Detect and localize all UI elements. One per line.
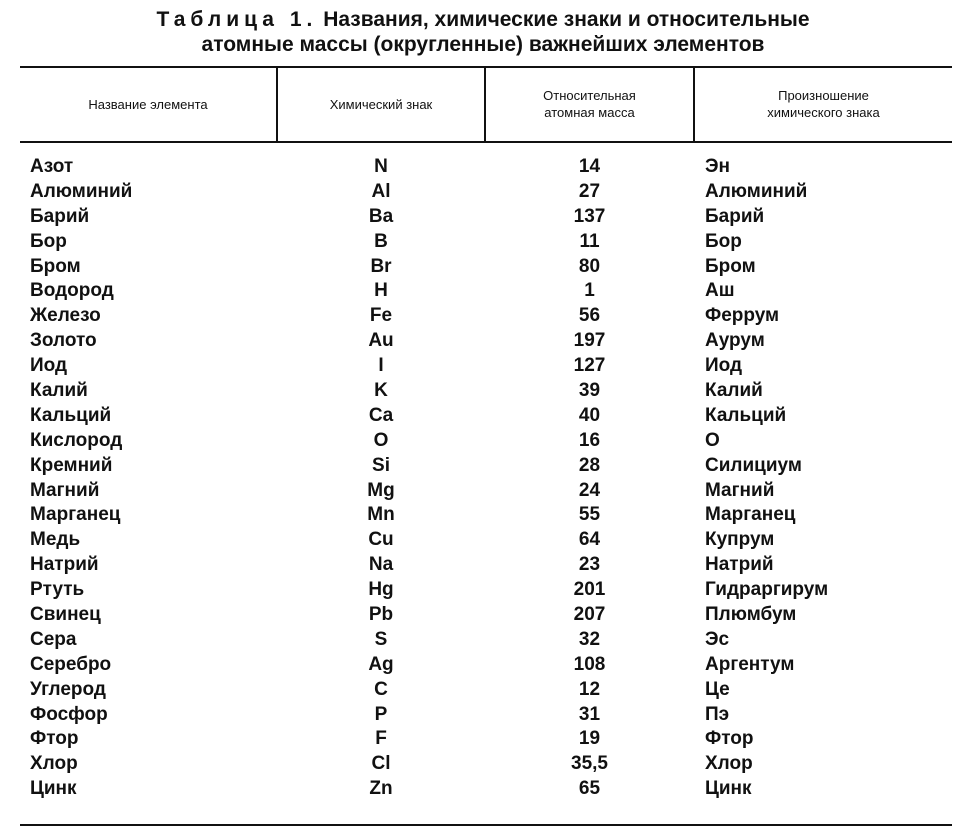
atomic-mass: 201 [573, 579, 606, 601]
atomic-mass: 137 [573, 205, 606, 227]
element-name: Хлор [30, 753, 78, 775]
element-name: Кальций [30, 404, 112, 426]
chemical-symbol: I [378, 355, 384, 377]
chemical-symbol: O [373, 429, 389, 451]
column-header-mass: Относительная атомная масса [543, 88, 636, 120]
chemical-symbol: Br [370, 255, 392, 277]
atomic-mass: 28 [578, 454, 601, 476]
symbol-pronunciation: Бор [705, 230, 742, 252]
atomic-mass: 65 [578, 778, 601, 800]
table-row [20, 404, 952, 429]
symbol-pronunciation: Алюминий [705, 180, 808, 202]
symbol-pronunciation: Фтор [705, 728, 754, 750]
chemical-symbol: Au [368, 330, 394, 352]
symbol-pronunciation: Аш [705, 280, 735, 302]
symbol-pronunciation: Аргентум [705, 653, 795, 675]
table-row [20, 230, 952, 255]
chemical-symbol: Fe [369, 305, 393, 327]
element-name: Углерод [30, 678, 106, 700]
atomic-mass: 56 [578, 305, 601, 327]
table-row [20, 628, 952, 653]
symbol-pronunciation: Эс [705, 628, 730, 650]
chemical-symbol: Ba [368, 205, 394, 227]
atomic-mass: 31 [578, 703, 601, 725]
table-row [20, 279, 952, 304]
chemical-symbol: Ag [368, 653, 394, 675]
caption-line-1 [0, 7, 966, 32]
table-body [20, 155, 952, 802]
atomic-mass: 32 [578, 628, 601, 650]
atomic-mass: 16 [578, 429, 601, 451]
symbol-pronunciation: Эн [705, 156, 730, 177]
table-row [20, 503, 952, 528]
element-name: Магний [30, 479, 100, 501]
atomic-mass: 40 [578, 404, 601, 426]
chemical-symbol: Cu [368, 529, 394, 551]
symbol-pronunciation: Барий [705, 205, 765, 227]
element-name: Марганец [30, 504, 121, 526]
caption-table-label: Таблица 1. [156, 8, 318, 31]
element-name: Золото [30, 330, 97, 352]
chemical-symbol: B [374, 230, 388, 252]
symbol-pronunciation: Феррум [705, 305, 780, 327]
atomic-mass: 1 [584, 280, 595, 302]
symbol-pronunciation: Бром [705, 255, 756, 277]
atomic-mass: 24 [578, 479, 601, 501]
table-row [20, 528, 952, 553]
table-row [20, 777, 952, 802]
symbol-pronunciation: Натрий [705, 554, 774, 576]
element-name: Кислород [30, 429, 123, 451]
chemical-symbol: Na [368, 554, 394, 576]
table-row [20, 603, 952, 628]
chemical-symbol: C [374, 678, 388, 700]
element-name: Водород [30, 280, 114, 302]
chemical-symbol: Mn [367, 504, 395, 526]
symbol-pronunciation: Плюмбум [705, 604, 797, 626]
element-name: Свинец [30, 604, 101, 626]
element-name: Натрий [30, 554, 99, 576]
atomic-mass: 12 [578, 678, 601, 700]
table-row [20, 653, 952, 678]
symbol-pronunciation: Цинк [705, 778, 752, 800]
table-row [20, 329, 952, 354]
symbol-pronunciation: Иод [705, 355, 743, 377]
atomic-mass: 23 [578, 554, 601, 576]
symbol-pronunciation: Це [705, 678, 730, 700]
symbol-pronunciation: Аурум [705, 330, 765, 352]
chemical-symbol: S [374, 628, 388, 650]
symbol-pronunciation: Хлор [705, 753, 753, 775]
symbol-pronunciation: Пэ [705, 703, 730, 725]
symbol-pronunciation: Гидраргирум [705, 579, 829, 601]
chemical-symbol: Mg [367, 479, 395, 501]
symbol-pronunciation: Калий [705, 380, 763, 402]
element-name: Азот [30, 156, 74, 177]
element-name: Фосфор [30, 703, 108, 725]
symbol-pronunciation: О [705, 429, 720, 451]
symbol-pronunciation: Кальций [705, 404, 787, 426]
atomic-mass: 27 [578, 180, 601, 202]
element-name: Сера [30, 628, 77, 650]
table-row [20, 678, 952, 703]
chemical-symbol: Ca [368, 404, 394, 426]
symbol-pronunciation: Магний [705, 479, 775, 501]
element-name: Барий [30, 205, 90, 227]
element-name: Ртуть [30, 579, 85, 601]
chemical-symbol: P [374, 703, 388, 725]
symbol-pronunciation: Купрум [705, 529, 775, 551]
element-name: Бром [30, 255, 81, 277]
column-header-symbol: Химический знак [329, 96, 433, 112]
table-row [20, 479, 952, 504]
chemical-symbol: Hg [368, 579, 394, 601]
atomic-mass: 14 [578, 156, 601, 177]
atomic-mass: 80 [578, 255, 601, 277]
table-row [20, 304, 952, 329]
symbol-pronunciation: Марганец [705, 504, 796, 526]
element-name: Бор [30, 230, 67, 252]
chemical-symbol: Cl [371, 753, 391, 775]
atomic-mass: 39 [578, 380, 601, 402]
caption-title-line-2: атомные массы (округленные) важнейших элементов [201, 33, 765, 56]
element-name: Алюминий [30, 180, 133, 202]
atomic-mass: 19 [578, 728, 601, 750]
column-header-name: Название элемента [88, 96, 208, 112]
symbol-pronunciation: Силициум [705, 454, 802, 476]
table-row [20, 180, 952, 205]
chemical-symbol: H [374, 280, 388, 302]
chemical-symbol: K [374, 380, 388, 402]
atomic-mass: 127 [573, 355, 606, 377]
table-row [20, 727, 952, 752]
element-name: Иод [30, 355, 68, 377]
chemical-symbol: Zn [369, 778, 393, 800]
element-name: Цинк [30, 778, 77, 800]
atomic-mass: 108 [573, 653, 606, 675]
element-name: Кремний [30, 454, 113, 476]
atomic-mass: 35,5 [571, 753, 608, 775]
table-row [20, 553, 952, 578]
atomic-mass: 64 [578, 529, 601, 551]
table-row [20, 578, 952, 603]
table-row [20, 429, 952, 454]
chemical-symbol: Pb [368, 604, 394, 626]
table-row [20, 379, 952, 404]
atomic-mass: 207 [573, 604, 606, 626]
column-header-pronunciation: Произношение химического знака [767, 88, 880, 120]
chemical-symbol: F [375, 728, 387, 750]
element-name: Железо [30, 305, 101, 327]
table-row [20, 205, 952, 230]
table-row [20, 703, 952, 728]
element-name: Серебро [30, 653, 112, 675]
atomic-mass: 11 [579, 230, 600, 252]
chemical-symbol: N [374, 156, 388, 177]
table-bottom-rule [20, 824, 952, 826]
element-name: Калий [30, 380, 88, 402]
table-row [20, 155, 952, 180]
table-row [20, 354, 952, 379]
element-name: Фтор [30, 728, 79, 750]
table-row [20, 454, 952, 479]
chemical-symbol: Si [372, 454, 390, 476]
atomic-mass: 55 [578, 504, 601, 526]
atomic-mass: 197 [573, 330, 606, 352]
table-row [20, 752, 952, 777]
caption-title-line-1: Названия, химические знаки и относительные [323, 8, 810, 31]
chemical-symbol: Al [371, 180, 391, 202]
element-name: Медь [30, 529, 81, 551]
table-row [20, 255, 952, 280]
